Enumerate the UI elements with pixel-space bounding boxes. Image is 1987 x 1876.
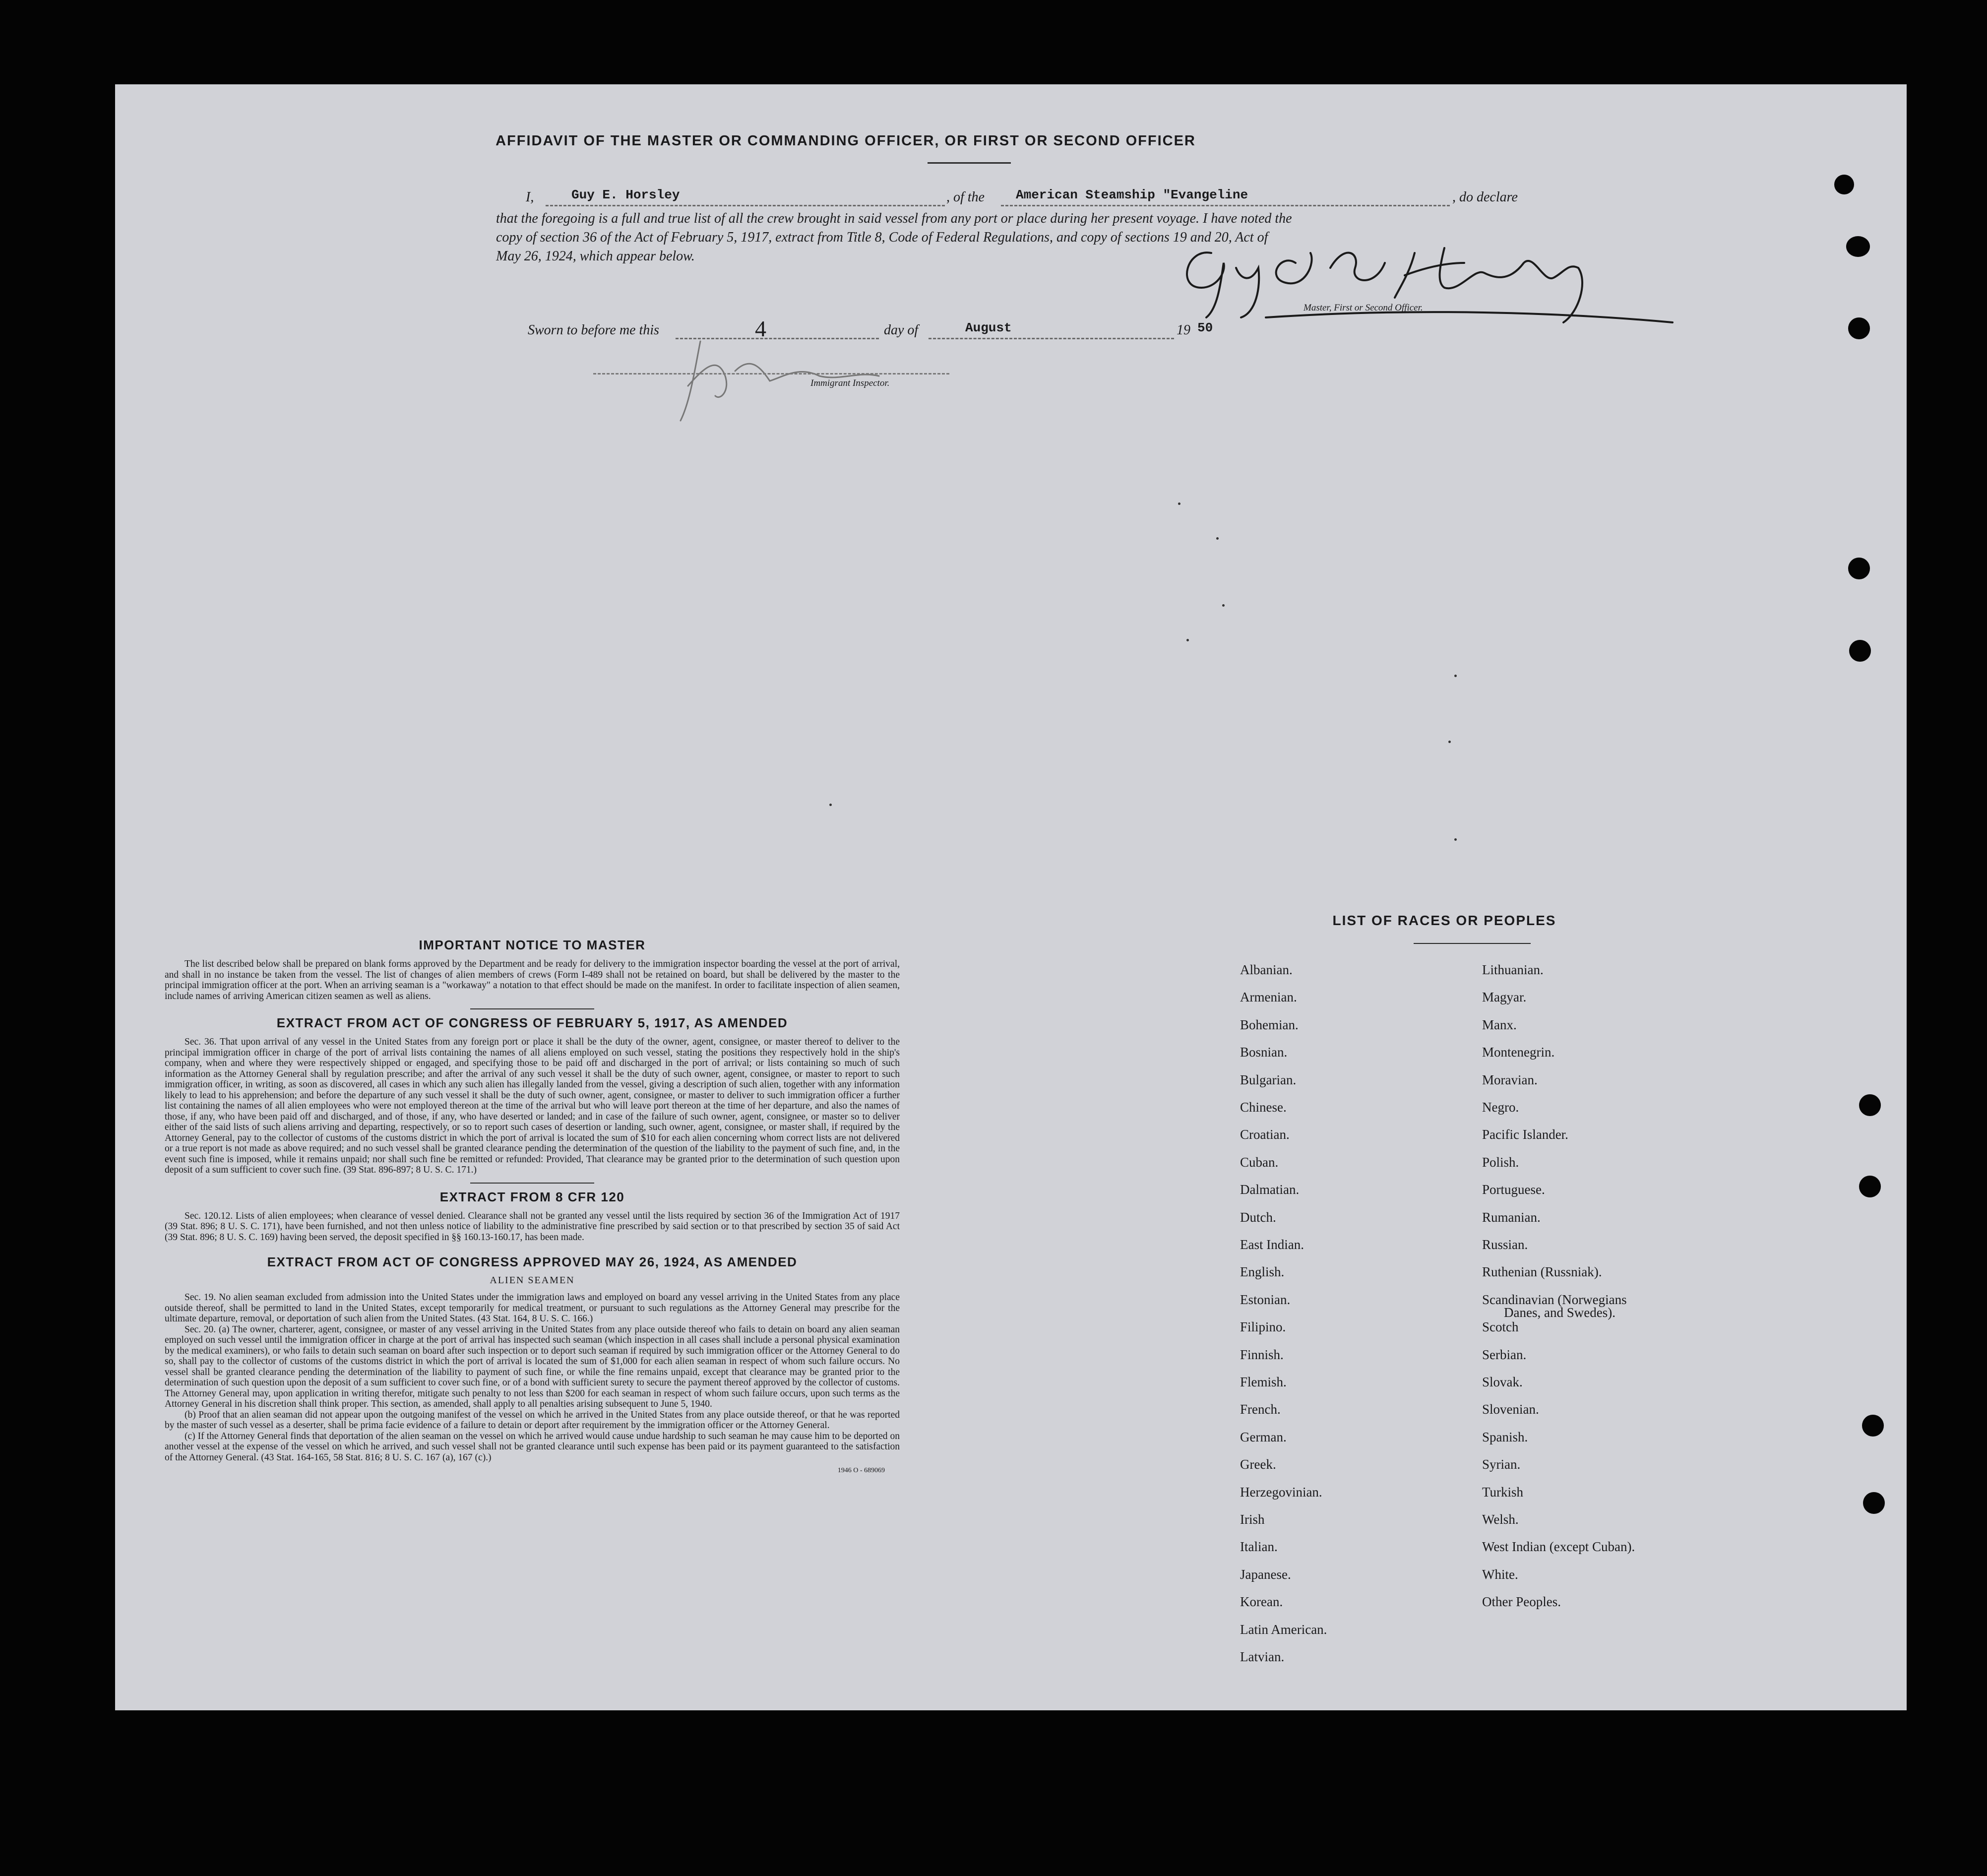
race-item: White. bbox=[1482, 1567, 1518, 1582]
race-item: East Indian. bbox=[1240, 1237, 1304, 1252]
race-item: Filipino. bbox=[1240, 1319, 1286, 1334]
sworn-year: 50 bbox=[1197, 320, 1213, 335]
signature-caption: Master, First or Second Officer. bbox=[1304, 303, 1423, 313]
sworn-day: 4 bbox=[755, 316, 766, 341]
binder-hole bbox=[1862, 1415, 1884, 1437]
master-name: Guy E. Horsley bbox=[571, 188, 680, 202]
race-item: Pacific Islander. bbox=[1482, 1127, 1568, 1142]
race-item: Russian. bbox=[1482, 1237, 1528, 1252]
race-item: Bosnian. bbox=[1240, 1045, 1288, 1060]
race-item: Croatian. bbox=[1240, 1127, 1290, 1142]
declaration-line-1 bbox=[526, 189, 1632, 209]
race-item: Greek. bbox=[1240, 1457, 1276, 1472]
section-20a: Sec. 20. (a) The owner, charterer, agent, consignee, or master of any vessel arriving in the United States from any place outside thereof who fails to detain on board any alien seaman employed on such vessel until the immigration officer in charge at the port of arrival has inspected such seaman (which inspection in all cases shall include a personal physical examination by the medical examiners), or who fails to detain such seaman on board after such inspection or to deport such seaman if required by such immigration officer or the Attorney General to do so, shall pay to the collector of customs of the customs district in which the port of arrival is located the sum of $1,000 for each alien seaman in respect of whom such failure occurs. No vessel shall be granted clearance pending the determination of the liability to payment of such fine, or while the fine remains unpaid, except that clearance may be granted prior to the determination of such question upon the deposit of a sum sufficient to cover such fine, or of a bond with sufficient surety to secure the payment thereof approved by the collector of customs. The Attorney General may, upon application in writing therefor, mitigate such penalty to not less than $200 for each seaman in respect of whom such failure occurs, upon such terms as the Attorney General in his discretion shall think proper. This section, as amended, shall apply to all penalties arising subsequent to June 5, 1940. bbox=[165, 1324, 900, 1409]
document-page bbox=[115, 84, 1907, 1710]
race-item: Montenegrin. bbox=[1482, 1045, 1555, 1060]
scan-speck bbox=[1454, 675, 1457, 677]
races-title-underline bbox=[1414, 943, 1531, 944]
race-item: Estonian. bbox=[1240, 1292, 1291, 1307]
race-item: Rumanian. bbox=[1482, 1210, 1541, 1225]
scan-speck bbox=[1448, 741, 1451, 743]
scan-speck bbox=[1186, 639, 1189, 641]
binder-hole bbox=[1859, 1094, 1881, 1116]
of-the-label: , of the bbox=[946, 189, 985, 205]
vessel-name: American Steamship "Evangeline bbox=[1016, 188, 1248, 202]
race-item: Negro. bbox=[1482, 1100, 1519, 1115]
sworn-label: Sworn to before me this bbox=[528, 322, 659, 338]
extract-1924-subtitle: ALIEN SEAMEN bbox=[490, 1275, 575, 1286]
race-item: Moravian. bbox=[1482, 1072, 1538, 1087]
extract-1917-title: EXTRACT FROM ACT OF CONGRESS OF FEBRUARY 5, 1917, AS AMENDED bbox=[276, 1015, 788, 1030]
race-item: Polish. bbox=[1482, 1155, 1519, 1170]
scan-speck bbox=[1222, 604, 1225, 607]
race-item: German. bbox=[1240, 1430, 1287, 1444]
races-title: LIST OF RACES OR PEOPLES bbox=[1332, 913, 1556, 928]
race-item: Spanish. bbox=[1482, 1430, 1528, 1444]
binder-hole bbox=[1859, 1176, 1881, 1197]
declare-label: , do declare bbox=[1452, 189, 1518, 205]
section-19: Sec. 19. No alien seaman excluded from admission into the United States under the immigration laws and employed on board any vessel arriving in the United States from any place outside thereof, shall be permitted to land in the United States, except temporarily for medical treatment, or pursuant to such regulations as the Attorney General may prescribe for the ultimate departure, removal, or deportation of such alien from the United States. (43 Stat. 164, 8 U. S. C. 166.) bbox=[165, 1292, 900, 1324]
binder-hole bbox=[1846, 236, 1870, 257]
race-item: Bulgarian. bbox=[1240, 1072, 1297, 1087]
race-item: Lithuanian. bbox=[1482, 962, 1544, 977]
race-item: English. bbox=[1240, 1264, 1285, 1279]
divider bbox=[470, 1183, 594, 1184]
race-item: Latvian. bbox=[1240, 1649, 1285, 1664]
legal-column bbox=[165, 938, 900, 1475]
section-20c: (c) If the Attorney General finds that deportation of the alien seaman on the vessel on which he arrived would cause undue hardship to such seaman he may cause him to be deported on another vessel at the expense of the vessel on which he arrived, and such vessel shall not be granted clearance until such expense has been paid or its payment guaranteed to the satisfaction of the Attorney General. (43 Stat. 164-165, 58 Stat. 816; 8 U. S. C. 167 (a), 167 (c).) bbox=[165, 1431, 900, 1463]
binder-hole bbox=[1848, 317, 1870, 339]
year-prefix: 19 bbox=[1177, 322, 1190, 338]
race-item: Magyar. bbox=[1482, 990, 1527, 1004]
race-item: Scotch bbox=[1482, 1319, 1519, 1334]
race-item: Portuguese. bbox=[1482, 1182, 1545, 1197]
race-item: Other Peoples. bbox=[1482, 1594, 1561, 1609]
declaration-line-3: copy of section 36 of the Act of February 5, 1917, extract from Title 8, Code of Federal Regulations, and copy of sections 19 and 20, Act of bbox=[496, 230, 1268, 245]
race-item: Manx. bbox=[1482, 1017, 1517, 1032]
scan-speck bbox=[1454, 838, 1457, 841]
race-item: Armenian. bbox=[1240, 990, 1297, 1004]
race-item: Bohemian. bbox=[1240, 1017, 1299, 1032]
race-item: Cuban. bbox=[1240, 1155, 1279, 1170]
race-item: Herzegovinian. bbox=[1240, 1485, 1322, 1500]
day-of-label: day of bbox=[884, 322, 919, 338]
inspector-caption: Immigrant Inspector. bbox=[810, 378, 890, 388]
declaration-line-2: that the foregoing is a full and true list of all the crew brought in said vessel from any port or place during her present voyage. I have noted the bbox=[496, 211, 1292, 226]
race-item: French. bbox=[1240, 1402, 1281, 1417]
race-item: Japanese. bbox=[1240, 1567, 1291, 1582]
race-item: Korean. bbox=[1240, 1594, 1283, 1609]
title-underline bbox=[928, 162, 1011, 164]
race-item: Irish bbox=[1240, 1512, 1265, 1527]
race-item: Dalmatian. bbox=[1240, 1182, 1300, 1197]
race-item: Finnish. bbox=[1240, 1347, 1284, 1362]
scan-speck bbox=[829, 804, 832, 806]
binder-hole bbox=[1863, 1492, 1885, 1514]
notice-body: The list described below shall be prepared on blank forms approved by the Department and be ready for delivery to the immigration inspector boarding the vessel at the port of arrival, and shall in no instance be taken from the vessel. The list of changes of alien members of crews (Form I-489 shall not be retained on board, but shall be delivered by the master to the principal immigration officer at the port. When an arriving seaman is a "workaway" a notation to that effect should be made on the manifest. In order to facilitate inspection of alien seamen, include names of arriving American citizen seamen as well as aliens. bbox=[165, 959, 900, 1001]
race-item: Albanian. bbox=[1240, 962, 1293, 977]
race-item: Dutch. bbox=[1240, 1210, 1276, 1225]
race-item: Syrian. bbox=[1482, 1457, 1521, 1472]
sworn-month: August bbox=[965, 320, 1012, 335]
section-20b: (b) Proof that an alien seaman did not appear upon the outgoing manifest of the vessel on which he arrived in the United States from any place outside thereof, or that he was reported by the master of such vessel as a deserter, shall be prima facie evidence of a failure to detain or deport after requirement by the immigration officer or the Attorney General. bbox=[165, 1409, 900, 1431]
notice-title: IMPORTANT NOTICE TO MASTER bbox=[419, 938, 646, 952]
race-item: Ruthenian (Russniak). bbox=[1482, 1264, 1602, 1279]
race-item: West Indian (except Cuban). bbox=[1482, 1539, 1635, 1554]
binder-hole bbox=[1834, 175, 1854, 194]
race-item: Danes, and Swedes). bbox=[1504, 1305, 1615, 1320]
extract-1917-body: Sec. 36. That upon arrival of any vessel in the United States from any foreign port or place it shall be the duty of the owner, agent, consignee, or master thereof to deliver to the principal immigration officer in charge of the port of arrival lists containing the names of all aliens employed on such vessel, stating the positions they respectively hold in the ship's company, when and where they were respectively shipped or engaged, and specifying those to be paid off and discharged in the port of arrival; or lists containing so much of such information as the Attorney General shall by regulation prescribe; and after the arrival of any such vessel it shall be the duty of such owner, agent, consignee, or master to report to such immigration officer, in writing, as soon as discovered, all cases in which any such alien has illegally landed from the vessel, giving a description of such alien, together with any information likely to lead to his apprehension; and before the departure of any such vessel it shall be the duty of such owner, agent, consignee, or master to deliver to such immigration officer a further list containing the names of all alien employees who were not employed thereon at the time of the arrival but who will leave port thereon at the time of her departure, and also the names of those, if any, who have been paid off and discharged, and of those, if any, who have deserted or landed; and in case of the failure of such owner, agent, consignee, or master so to deliver either of the said lists of such aliens arriving and departing, respectively, or so to report such cases of desertion or landing, such owner, agent, consignee, or master shall, if required by the Attorney General, pay to the collector of customs of the customs district in which the port of arrival is located the sum of $10 for each alien concerning whom correct lists are not delivered or a true report is not made as above required; and no such vessel shall be granted clearance pending the determination of the question of the liability to the payment of such fine, and, in the event such fine is imposed, while it remains unpaid; nor shall such fine be remitted or refunded: Provided, That clearance may be granted prior to the determination of such question upon deposit of a sum sufficient to cover such fine. (39 Stat. 896-897; 8 U. S. C. 171.) bbox=[165, 1037, 900, 1175]
race-item: Slovenian. bbox=[1482, 1402, 1539, 1417]
declaration-line-4: May 26, 1924, which appear below. bbox=[496, 249, 695, 264]
master-signature bbox=[1167, 233, 1682, 327]
divider bbox=[470, 1008, 594, 1009]
extract-cfr-title: EXTRACT FROM 8 CFR 120 bbox=[439, 1189, 625, 1204]
race-item: Slovak. bbox=[1482, 1375, 1523, 1389]
pronoun: I, bbox=[526, 189, 534, 205]
scan-speck bbox=[1216, 537, 1219, 540]
race-item: Italian. bbox=[1240, 1539, 1278, 1554]
binder-hole bbox=[1848, 558, 1870, 579]
scan-speck bbox=[1178, 502, 1180, 505]
affidavit-title: AFFIDAVIT OF THE MASTER OR COMMANDING OFFICER, OR FIRST OR SECOND OFFICER bbox=[496, 133, 1196, 149]
binder-hole bbox=[1849, 640, 1871, 662]
race-item: Turkish bbox=[1482, 1485, 1524, 1500]
race-item: Serbian. bbox=[1482, 1347, 1527, 1362]
race-item: Flemish. bbox=[1240, 1375, 1287, 1389]
extract-1924-title: EXTRACT FROM ACT OF CONGRESS APPROVED MAY 26, 1924, AS AMENDED bbox=[267, 1254, 798, 1269]
race-item: Scandinavian (Norwegians bbox=[1482, 1292, 1627, 1307]
race-item: Welsh. bbox=[1482, 1512, 1519, 1527]
extract-cfr-body: Sec. 120.12. Lists of alien employees; when clearance of vessel denied. Clearance shall not be granted any vessel until the lists required by section 36 of the Immigration Act of 1917 (39 Stat. 896; 8 U. S. C. 171), have been furnished, and not then unless notice of liability to the administrative fine prescribed by said section or to that prescribed by section 35 of said Act (39 Stat. 896; 8 U. S. C. 169) having been served, the deposit specified in §§ 160.13-160.17, has been made. bbox=[165, 1210, 900, 1243]
print-code: 1946 O - 689069 bbox=[837, 1467, 885, 1474]
race-item: Chinese. bbox=[1240, 1100, 1287, 1115]
race-item: Latin American. bbox=[1240, 1622, 1327, 1637]
